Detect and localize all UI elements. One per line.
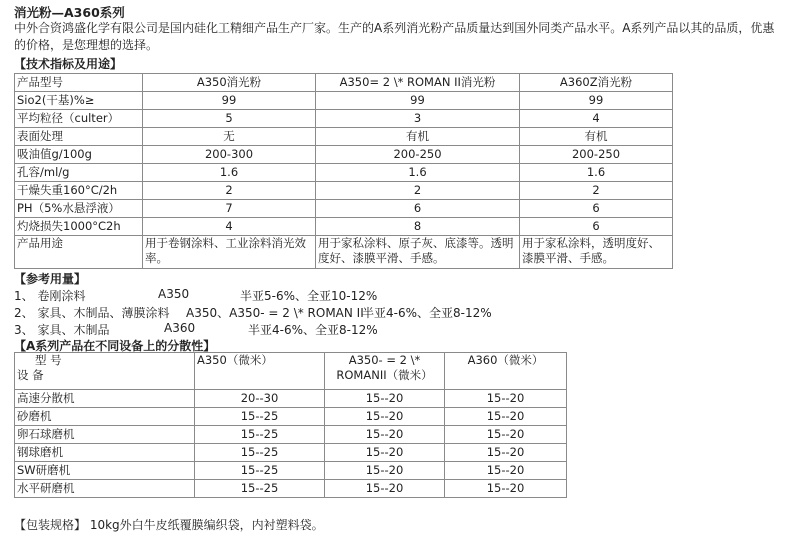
- dispersion-cell: 15--25: [195, 408, 325, 426]
- spec-cell: PH（5%水悬浮液）: [15, 200, 143, 218]
- spec-cell: 200-250: [316, 146, 520, 164]
- spec-row: [15, 92, 673, 110]
- spec-cell: 3: [316, 110, 520, 128]
- spec-cell: 4: [143, 218, 316, 236]
- dispersion-row: [15, 462, 567, 480]
- reference-application: 1、 卷刚涂料: [14, 289, 86, 303]
- reference-amount: 半亚4-6%、全亚8-12%: [248, 323, 378, 337]
- dispersion-cell: 15--25: [195, 462, 325, 480]
- spec-cell: 7: [143, 200, 316, 218]
- spec-usage-row: [15, 236, 673, 269]
- dispersion-row: [15, 390, 567, 408]
- corner-model-label: 型 号: [35, 353, 62, 367]
- corner-equipment-label: 设 备: [17, 368, 44, 382]
- reference-section-heading: 【参考用量】: [14, 272, 87, 286]
- spec-cell: 1.6: [143, 164, 316, 182]
- dispersion-corner-cell: [15, 353, 195, 390]
- spec-section-heading: 【技术指标及用途】: [14, 57, 123, 71]
- dispersion-cell: 15--20: [325, 444, 445, 462]
- dispersion-cell: 15--25: [195, 480, 325, 498]
- dispersion-header-cell: A350（微米）: [195, 353, 325, 390]
- dispersion-cell: 15--20: [325, 408, 445, 426]
- spec-row: [15, 110, 673, 128]
- reference-amount: 半亚4-6%、全亚8-12%: [362, 306, 492, 320]
- spec-header-cell: A350= 2 \* ROMAN II消光粉: [316, 74, 520, 92]
- packaging-line: 【包装规格】 10kg外白牛皮纸覆膜编织袋，内衬塑料袋。: [14, 518, 324, 532]
- spec-row: [15, 200, 673, 218]
- reference-line: [14, 287, 85, 304]
- dispersion-cell: 砂磨机: [15, 408, 195, 426]
- spec-header-cell: A360Z消光粉: [520, 74, 673, 92]
- spec-cell: 200-250: [520, 146, 673, 164]
- reference-application: 3、 家具、木制品: [14, 323, 110, 337]
- page-title: 消光粉—A360系列: [14, 5, 125, 20]
- reference-model: A350: [158, 287, 190, 301]
- spec-row: [15, 182, 673, 200]
- reference-amount: 半亚5-6%、全亚10-12%: [240, 289, 378, 303]
- reference-model: A350、A350- = 2 \* ROMAN II: [186, 306, 364, 320]
- spec-cell: 灼烧损失1000°C2h: [15, 218, 143, 236]
- spec-usage-cell: 用于家私涂料，透明度好、漆膜平滑、手感。: [520, 236, 673, 269]
- dispersion-cell: 高速分散机: [15, 390, 195, 408]
- spec-header-cell: 产品型号: [15, 74, 143, 92]
- spec-cell: 6: [520, 218, 673, 236]
- spec-cell: 6: [520, 200, 673, 218]
- reference-line: [14, 321, 109, 338]
- dispersion-cell: 15--25: [195, 426, 325, 444]
- spec-row: [15, 128, 673, 146]
- dispersion-cell: 15--20: [325, 390, 445, 408]
- spec-cell: 6: [316, 200, 520, 218]
- dispersion-row: [15, 426, 567, 444]
- spec-usage-cell: 用于家私涂料、原子灰、底漆等。透明度好、漆膜平滑、手感。: [316, 236, 520, 269]
- dispersion-row: [15, 408, 567, 426]
- spec-cell: 吸油值g/100g: [15, 146, 143, 164]
- spec-cell: 干燥失重160°C/2h: [15, 182, 143, 200]
- reference-application: 2、 家具、木制品、薄膜涂料: [14, 306, 170, 320]
- spec-cell: 1.6: [316, 164, 520, 182]
- spec-cell: 99: [143, 92, 316, 110]
- dispersion-cell: 15--25: [195, 444, 325, 462]
- spec-row: [15, 146, 673, 164]
- spec-cell: 2: [520, 182, 673, 200]
- spec-cell: 2: [316, 182, 520, 200]
- spec-cell: 无: [143, 128, 316, 146]
- dispersion-cell: 15--20: [445, 480, 567, 498]
- dispersion-cell: 卵石球磨机: [15, 426, 195, 444]
- dispersion-row: [15, 444, 567, 462]
- dispersion-cell: 水平研磨机: [15, 480, 195, 498]
- dispersion-cell: 15--20: [445, 390, 567, 408]
- spec-cell: 孔容/ml/g: [15, 164, 143, 182]
- spec-cell: 99: [520, 92, 673, 110]
- dispersion-cell: 15--20: [325, 426, 445, 444]
- spec-cell: 1.6: [520, 164, 673, 182]
- dispersion-header-cell: A360（微米）: [445, 353, 567, 390]
- spec-cell: 平均粒径（culter）: [15, 110, 143, 128]
- spec-row: [15, 164, 673, 182]
- spec-cell: Sio2(干基)%≥: [15, 92, 143, 110]
- spec-cell: 2: [143, 182, 316, 200]
- dispersion-cell: 15--20: [445, 462, 567, 480]
- dispersion-cell: 15--20: [445, 426, 567, 444]
- dispersion-section-heading: 【A系列产品在不同设备上的分散性】: [14, 339, 216, 353]
- reference-line: [14, 304, 169, 321]
- spec-row: [15, 218, 673, 236]
- reference-model: A360: [164, 321, 196, 335]
- spec-cell: 4: [520, 110, 673, 128]
- spec-cell: 5: [143, 110, 316, 128]
- spec-usage-cell: 产品用途: [15, 236, 143, 269]
- spec-cell: 有机: [316, 128, 520, 146]
- dispersion-cell: 钢球磨机: [15, 444, 195, 462]
- spec-header-row: [15, 74, 673, 92]
- dispersion-table: [14, 352, 567, 498]
- spec-usage-cell: 用于卷钢涂料、工业涂料消光效率。: [143, 236, 316, 269]
- dispersion-cell: 15--20: [325, 462, 445, 480]
- intro-paragraph: 中外合资鸿盛化学有限公司是国内硅化工精细产品生产厂家。生产的A系列消光粉产品质量达到国外同类产品水平。A系列产品以其的品质，优惠的价格，是您理想的选择。: [14, 21, 775, 52]
- dispersion-cell: SW研磨机: [15, 462, 195, 480]
- dispersion-cell: 15--20: [445, 408, 567, 426]
- spec-cell: 8: [316, 218, 520, 236]
- dispersion-header-cell: A350- = 2 \* ROMANII（微米）: [325, 353, 445, 390]
- spec-cell: 有机: [520, 128, 673, 146]
- spec-cell: 表面处理: [15, 128, 143, 146]
- dispersion-header-row: [15, 353, 567, 390]
- dispersion-cell: 20--30: [195, 390, 325, 408]
- spec-header-cell: A350消光粉: [143, 74, 316, 92]
- spec-table: [14, 73, 673, 269]
- dispersion-cell: 15--20: [445, 444, 567, 462]
- spec-cell: 200-300: [143, 146, 316, 164]
- dispersion-cell: 15--20: [325, 480, 445, 498]
- dispersion-row: [15, 480, 567, 498]
- spec-cell: 99: [316, 92, 520, 110]
